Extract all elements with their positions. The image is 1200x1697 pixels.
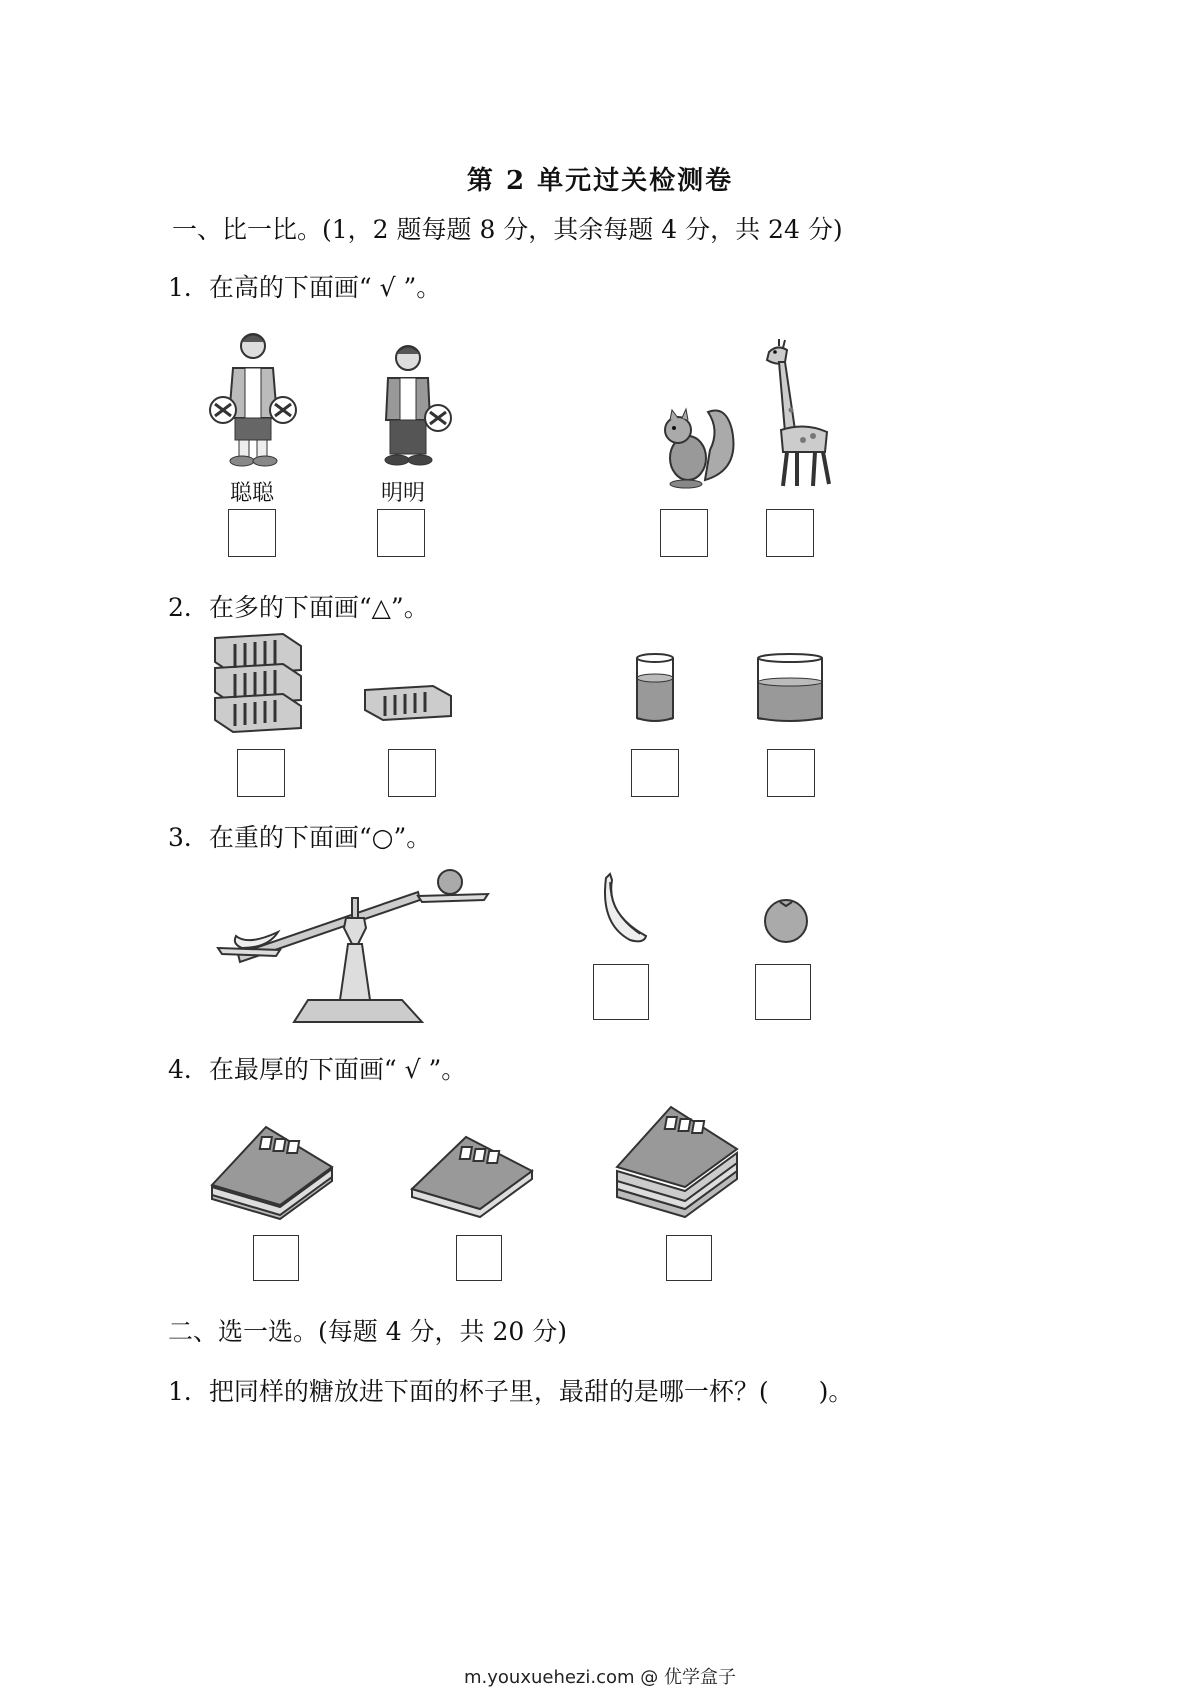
question-3-text: 3．在重的下面画“○”。: [168, 823, 432, 852]
book-single-illustration: [410, 1135, 535, 1220]
answer-box-one-book[interactable]: [456, 1235, 502, 1281]
answer-box-giraffe[interactable]: [766, 509, 814, 557]
name-label-congcong: 聪聪: [229, 481, 274, 506]
boy-mingming-illustration: [360, 340, 455, 468]
balance-scale-illustration: [218, 868, 493, 1026]
giraffe-illustration: [755, 340, 840, 490]
book-stack-three-illustration: [615, 1105, 740, 1220]
banana-illustration: [596, 874, 651, 944]
bookshelf-three-tier-illustration: [213, 632, 305, 732]
answer-box-two-books[interactable]: [253, 1235, 299, 1281]
question-4-text: 4．在最厚的下面画“ √ ”。: [168, 1055, 467, 1084]
boy-congcong-illustration: [205, 328, 300, 468]
orange-illustration: [760, 896, 812, 944]
answer-box-banana[interactable]: [593, 964, 649, 1020]
footer-watermark: m.youxuehezi.com @ 优学盒子: [463, 1667, 736, 1688]
answer-box-three-books[interactable]: [666, 1235, 712, 1281]
narrow-glass-illustration: [635, 652, 677, 724]
book-stack-two-illustration: [210, 1125, 335, 1220]
answer-box-three-tier-shelf[interactable]: [237, 749, 285, 797]
answer-box-mingming[interactable]: [377, 509, 425, 557]
answer-box-orange[interactable]: [755, 964, 811, 1020]
question-1-text: 1．在高的下面画“ √ ”。: [168, 273, 442, 302]
question-2-text: 2．在多的下面画“△”。: [168, 593, 429, 622]
answer-box-wide-glass[interactable]: [767, 749, 815, 797]
section1-heading: 一、比一比。(1，2 题每题 8 分，其余每题 4 分，共 24 分): [172, 215, 843, 244]
bookshelf-one-tier-illustration: [363, 684, 455, 722]
squirrel-illustration: [650, 400, 740, 490]
section2-question-1-text: 1．把同样的糖放进下面的杯子里，最甜的是哪一杯？( )。: [168, 1377, 854, 1406]
answer-box-congcong[interactable]: [228, 509, 276, 557]
name-label-mingming: 明明: [380, 481, 425, 506]
answer-box-squirrel[interactable]: [660, 509, 708, 557]
answer-box-narrow-glass[interactable]: [631, 749, 679, 797]
answer-box-one-tier-shelf[interactable]: [388, 749, 436, 797]
wide-glass-illustration: [756, 652, 826, 724]
page-title: 第 2 单元过关检测卷: [466, 166, 734, 196]
section2-heading: 二、选一选。(每题 4 分，共 20 分): [168, 1317, 568, 1346]
